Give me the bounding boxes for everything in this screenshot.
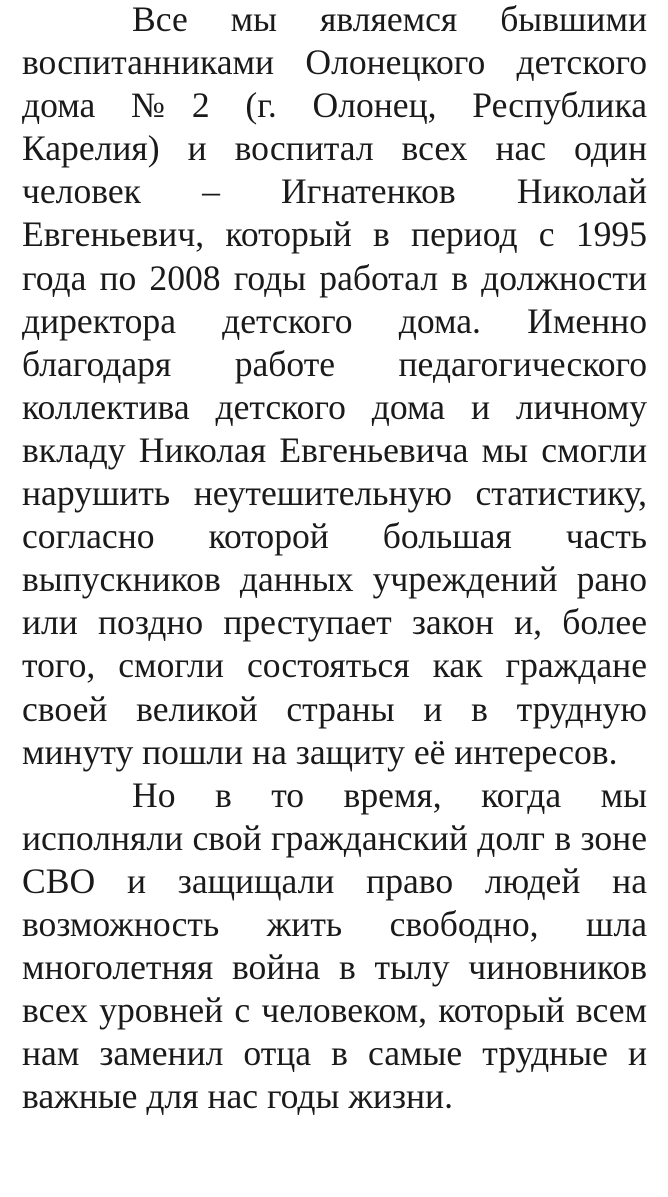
paragraph-1: Все мы являемся бывшими воспитанниками Олонецкого детского дома №2 (г. Олонец, Республика Карелия) и воспитал всех нас один человек – Игнатенков Николай Евгеньевич, который в период с 1995 года по 2008 годы работал в должности директора детского дома. Именно благодаря работе педагогического коллектива детского дома и личному вкладу Николая Евгеньевича мы смогли нарушить неутешительную статистику, согласно которой большая часть выпускников данных учреждений рано или поздно преступает закон и, более того, смогли состояться как граждане своей великой страны и в трудную минуту пошли на защиту её интересов. [22,0,647,772]
paragraph-2: Но в то время, когда мы исполняли свой гражданский долг в зоне СВО и защищали право людей на возможность жить свободно, шла многолетняя война в тылу чиновников всех уровней с человеком, который всем нам заменил отца в самые трудные и важные для нас годы жизни. [22,774,647,1117]
